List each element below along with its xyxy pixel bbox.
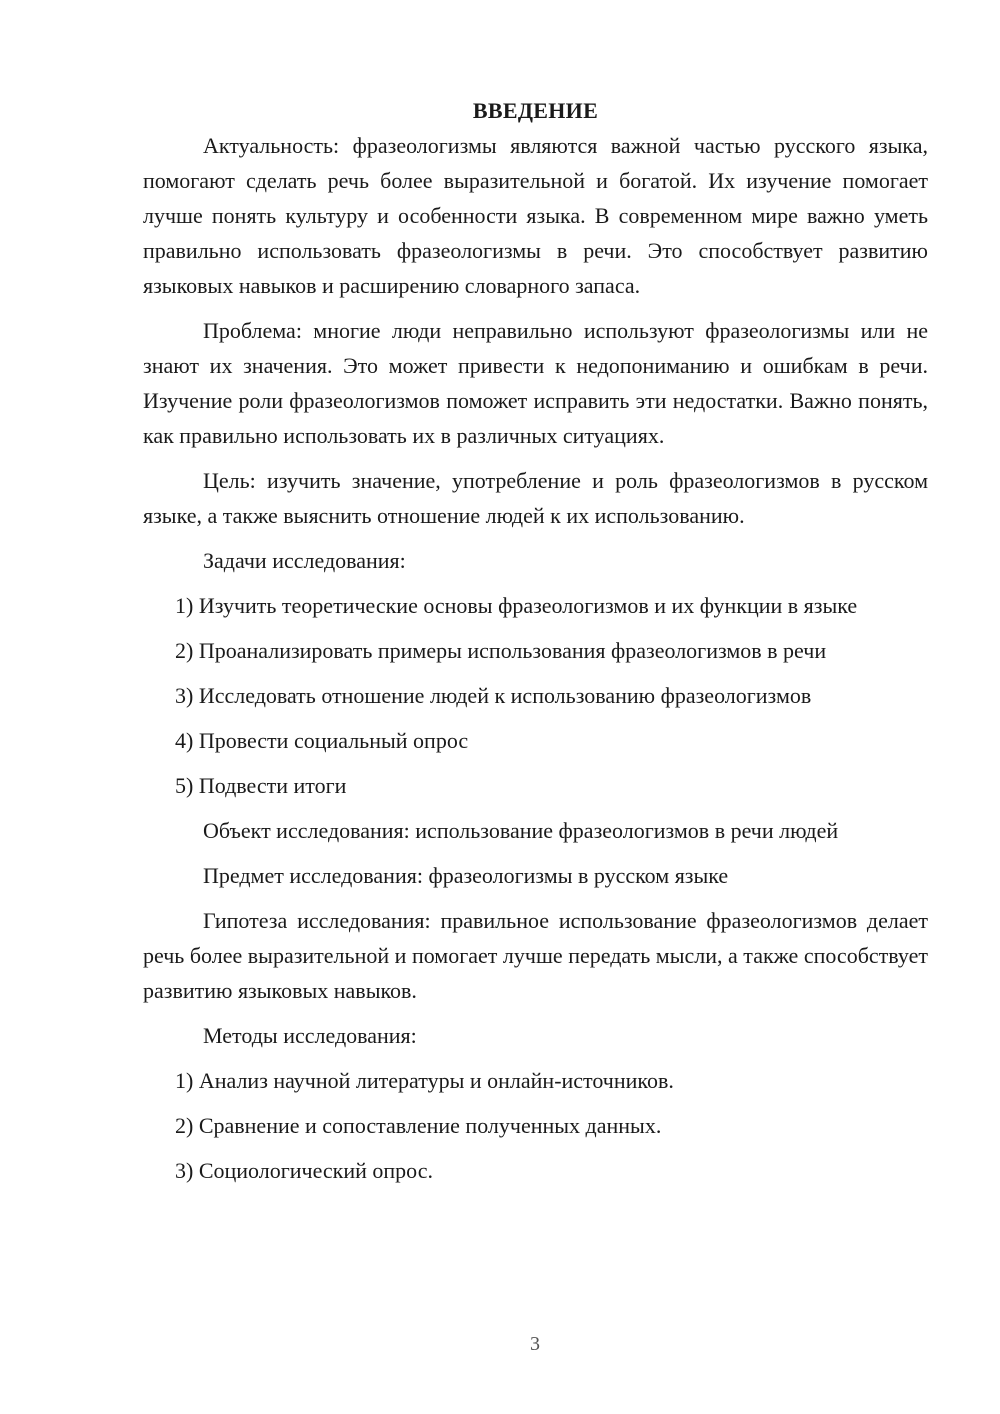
methods-heading: Методы исследования: (203, 1023, 417, 1048)
tasks-heading: Задачи исследования: (203, 548, 406, 573)
method-item-3: 3) Социологический опрос. (175, 1158, 433, 1183)
goal-paragraph: Цель: изучить значение, употребление и роль фразеологизмов в русском языке, а также выяснить отношение людей к их использованию. (143, 468, 928, 528)
hypothesis-paragraph: Гипотеза исследования: правильное использование фразеологизмов делает речь более выразительной и помогает лучше передать мысли, а также способствует развитию языковых навыков. (143, 908, 928, 1003)
subject-paragraph: Предмет исследования: фразеологизмы в русском языке (203, 863, 729, 888)
section-title: ВВЕДЕНИЕ (472, 98, 599, 123)
relevance-paragraph: Актуальность: фразеологизмы являются важной частью русского языка, помогают сделать речь более выразительной и богатой. Их изучение помогает лучше понять культуру и особенности языка. В современном мире важно уметь правильно использовать фразеологизмы в речи. Это способствует развитию языковых навыков и расширению словарного запаса. (143, 133, 928, 298)
method-item-2: 2) Сравнение и сопоставление полученных данных. (175, 1113, 662, 1138)
problem-paragraph: Проблема: многие люди неправильно используют фразеологизмы или не знают их значения. Это может привести к недопониманию и ошибкам в речи. Изучение роли фразеологизмов поможет исправить эти недостатки. Важно понять, как правильно использовать их в различных ситуациях. (143, 318, 928, 448)
task-item-3: 3) Исследовать отношение людей к использованию фразеологизмов (175, 683, 812, 708)
page-number: 3 (530, 1333, 540, 1355)
task-item-4: 4) Провести социальный опрос (175, 728, 469, 753)
task-item-2: 2) Проанализировать примеры использования фразеологизмов в речи (175, 638, 827, 663)
object-paragraph: Объект исследования: использование фразеологизмов в речи людей (203, 818, 839, 843)
document-body (143, 96, 928, 1198)
task-item-1: 1) Изучить теоретические основы фразеологизмов и их функции в языке (175, 593, 858, 618)
method-item-1: 1) Анализ научной литературы и онлайн-источников. (175, 1068, 674, 1093)
task-item-5: 5) Подвести итоги (175, 773, 347, 798)
